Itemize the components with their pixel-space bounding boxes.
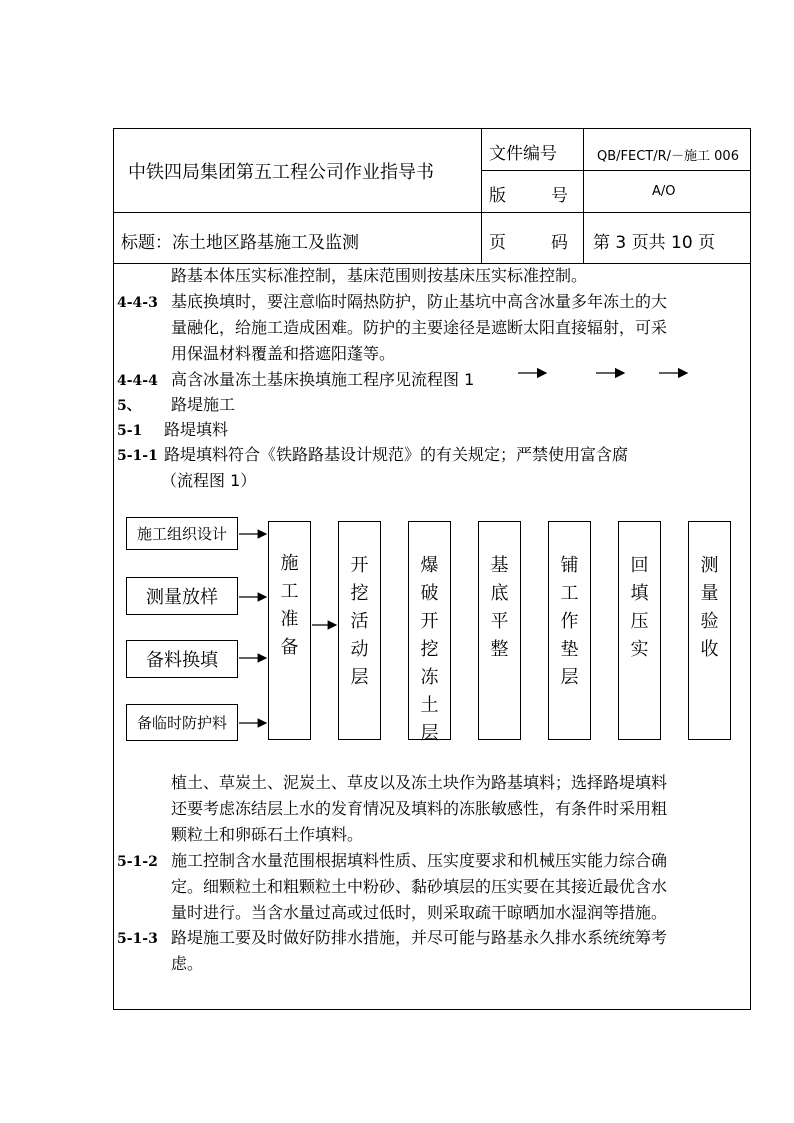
document-title: 标题：冻土地区路基施工及监测 <box>121 233 359 253</box>
flow-step-char: 层 <box>420 723 439 744</box>
flow-step-char: 测 <box>700 555 719 576</box>
flow-left-box: 施工组织设计 <box>126 517 238 550</box>
flow-step-box <box>618 521 661 740</box>
body-line: 5-1 路堤填料 <box>117 420 229 439</box>
flow-step-char: 冻 <box>420 667 439 688</box>
flow-step-char: 活 <box>350 611 369 632</box>
flow-step-char: 垫 <box>560 639 579 660</box>
body-line: 4-4-4 高含冰量冻土基床换填施工程序见流程图 1 <box>117 370 475 389</box>
flow-step-char: 开 <box>420 611 439 632</box>
flow-step-char: 压 <box>630 611 649 632</box>
flow-step-char: 实 <box>630 639 649 660</box>
body-line: 定。细颗粒土和粗颗粒土中粉砂、黏砂填层的压实要在其接近最优含水 <box>171 877 668 896</box>
flow-step-char: 收 <box>700 639 719 660</box>
page-label-2: 码 <box>551 233 568 253</box>
flow-step-char: 层 <box>350 667 369 688</box>
body-line: 路基本体压实标准控制，基床范围则按基床压实标准控制。 <box>171 266 588 285</box>
flow-step-box <box>688 521 731 740</box>
version-label-1: 版 <box>489 186 506 206</box>
flow-left-box: 备临时防护料 <box>126 704 238 741</box>
body-line: 量融化，给施工造成困难。防护的主要途径是遮断太阳直接辐射，可采 <box>171 318 668 337</box>
flow-step-char: 整 <box>490 639 509 660</box>
body-line: 5-1-1 路堤填料符合《铁路路基设计规范》的有关规定；严禁使用富含腐 <box>117 445 629 464</box>
flow-step-char: 施 <box>280 553 299 574</box>
company-title: 中铁四局集团第五工程公司作业指导书 <box>128 162 434 183</box>
body-line: （流程图 1） <box>161 471 257 490</box>
flow-step-char: 平 <box>490 611 509 632</box>
flow-left-box: 备料换填 <box>126 640 238 678</box>
flow-step-label <box>619 552 660 664</box>
flow-step-label <box>549 552 590 692</box>
flow-step-char: 层 <box>560 667 579 688</box>
flow-step-char: 破 <box>420 583 439 604</box>
flow-step-char: 工 <box>280 581 299 602</box>
doc-number-label: 文件编号 <box>489 144 557 164</box>
header-divider <box>113 212 751 213</box>
body-line: 5-1-2 施工控制含水量范围根据填料性质、压实度要求和机械压实能力综合确 <box>117 851 668 870</box>
flow-step-char: 回 <box>630 555 649 576</box>
page-label-1: 页 <box>489 233 506 253</box>
flow-step-char: 填 <box>630 583 649 604</box>
flow-step-char: 动 <box>350 639 369 660</box>
version-value: A/O <box>652 184 676 199</box>
doc-number-value: QB/FECT/R/－施工 006 <box>597 149 739 164</box>
header-divider <box>583 128 584 263</box>
body-line: 还要考虑冻结层上水的发育情况及填料的冻胀敏感性，有条件时采用粗 <box>171 799 668 818</box>
flow-step-char: 量 <box>700 583 719 604</box>
flow-step-char: 开 <box>350 555 369 576</box>
body-line: 颗粒土和卵砾石土作填料。 <box>171 825 364 844</box>
flow-step-box <box>478 521 521 740</box>
flow-step-label <box>479 552 520 664</box>
flow-step-label <box>689 552 730 664</box>
flow-step-char: 工 <box>560 583 579 604</box>
flow-step-char: 备 <box>280 637 299 658</box>
header-divider <box>481 128 482 263</box>
flow-step-char: 基 <box>490 555 509 576</box>
flow-step-char: 爆 <box>420 555 439 576</box>
page-info: 第 3 页共 10 页 <box>593 233 716 253</box>
flow-step-char: 底 <box>490 583 509 604</box>
flow-step-label <box>409 552 450 748</box>
body-line: 4-4-3 基底换填时，要注意临时隔热防护，防止基坑中高含冰量多年冻土的大 <box>117 292 668 311</box>
flow-step-char: 铺 <box>560 555 579 576</box>
flow-step-char: 挖 <box>420 639 439 660</box>
body-line: 用保温材料覆盖和搭遮阳蓬等。 <box>171 344 396 363</box>
flow-step-char: 挖 <box>350 583 369 604</box>
version-label-2: 号 <box>551 186 568 206</box>
body-line: 量时进行。当含水量过高或过低时，则采取疏干晾晒加水湿润等措施。 <box>171 903 668 922</box>
header-divider <box>481 170 751 171</box>
flow-step-char: 准 <box>280 609 299 630</box>
flow-arrows <box>236 520 346 750</box>
flow-step-char: 土 <box>420 695 439 716</box>
body-line: 5-1-3 路堤施工要及时做好防排水措施，并尽可能与路基永久排水系统统筹考 <box>117 928 668 947</box>
body-line: 植土、草炭土、泥炭土、草皮以及冻土块作为路基填料；选择路堤填料 <box>171 773 668 792</box>
flow-step-char: 作 <box>560 611 579 632</box>
body-line: 虑。 <box>171 954 204 973</box>
flow-step-box <box>548 521 591 740</box>
arrow-row <box>500 364 700 380</box>
flow-step-box <box>408 521 451 744</box>
body-line: 5、 路堤施工 <box>117 395 236 414</box>
flow-left-box: 测量放样 <box>126 577 238 615</box>
flow-step-char: 验 <box>700 611 719 632</box>
